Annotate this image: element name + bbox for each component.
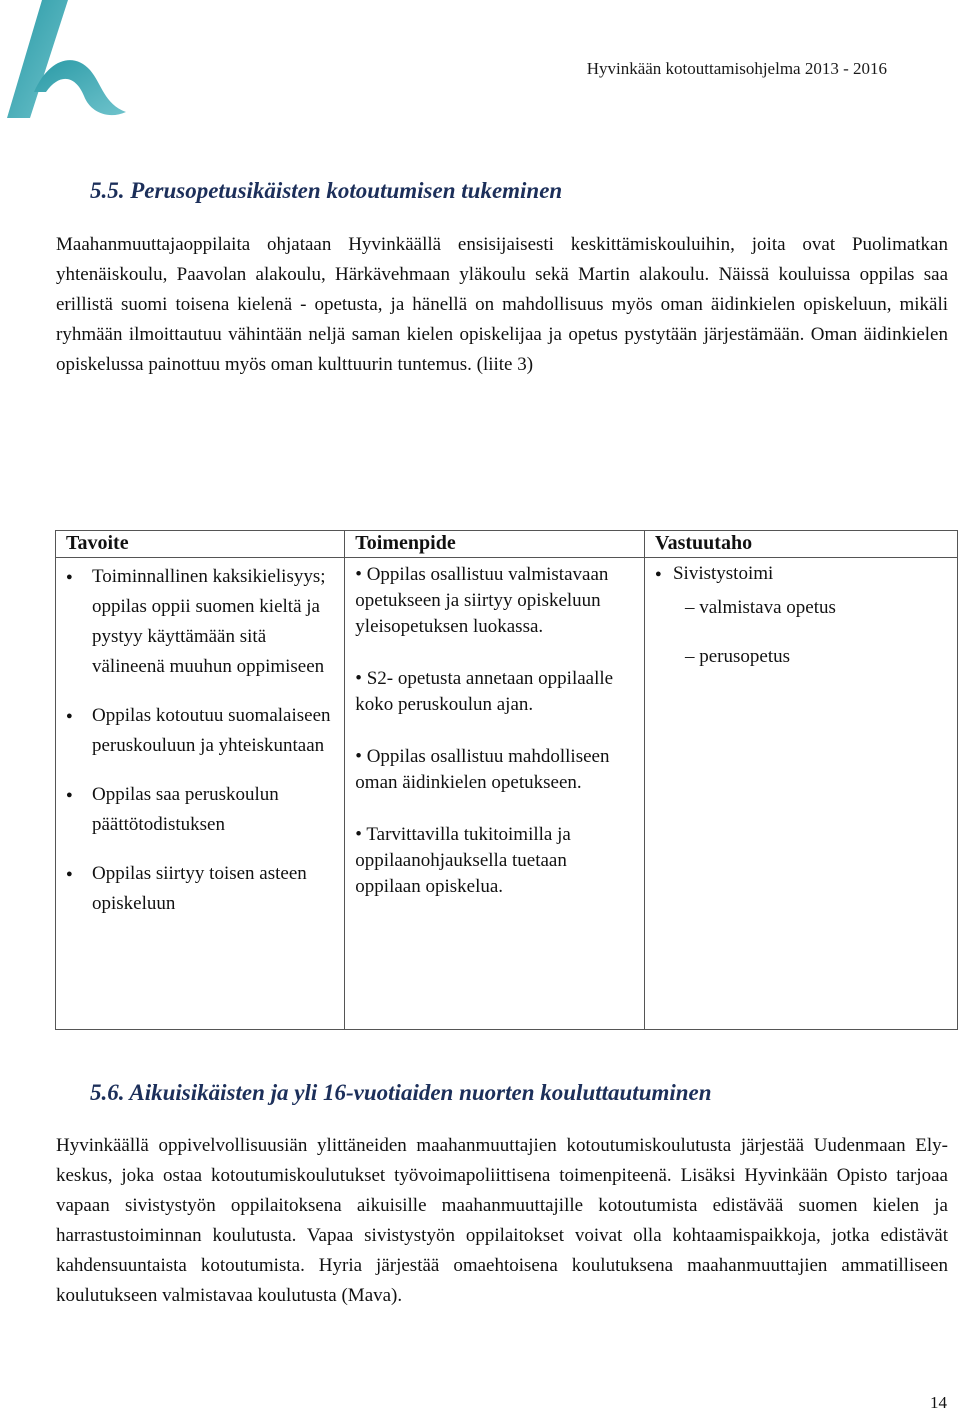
column-header-goal: Tavoite: [56, 531, 345, 558]
list-item: ● Oppilas siirtyy toisen asteen opiskeluun: [92, 859, 336, 919]
actions-list: [355, 562, 636, 900]
section-heading-5-5: 5.5. Perusopetusikäisten kotoutumisen tukeminen: [90, 178, 563, 203]
list-item: ● Oppilas saa peruskoulun päättötodistuksen: [92, 780, 336, 840]
goals-table: [55, 530, 958, 1030]
responsible-cell: [644, 558, 957, 1030]
header-title: Hyvinkään kotouttamisohjelma 2013 - 2016: [586, 59, 887, 78]
section-paragraph-5-5: Maahanmuuttajaoppilaita ohjataan Hyvinkäällä ensisijaisesti keskittämiskouluihin, joita ovat Puolimatkan yhtenäiskoulu, Paavolan alakoulu, Härkävehmaan yläkoulu sekä Martin alakoulu. Näissä kouluissa oppilas saa erillistä suomi toisena kielenä - opetusta, ja hänellä on mahdollisuus myös oman äidinkielen opiskeluun, mikäli ryhmään ilmoittautuu vähintään neljä saman kielen opiskelijaa ja opetus pystytään järjestämään. Oman äidinkielen opiskelussa painottuu myös oman kulttuurin tuntemus. (liite 3): [56, 234, 948, 375]
responsible-sublist: [685, 596, 949, 669]
list-item: – valmistava opetus: [685, 596, 949, 620]
column-header-action: Toimenpide: [345, 531, 645, 558]
list-item: ● Sivistystoimi: [673, 562, 949, 586]
list-item: – perusopetus: [685, 645, 949, 669]
list-item: • Tarvittavilla tukitoimilla ja oppilaanohjauksella tuetaan oppilaan opiskelua.: [355, 822, 636, 900]
list-item: • Oppilas osallistuu valmistavaan opetukseen ja siirtyy opiskeluun yleisopetuksen luokassa.: [355, 562, 636, 640]
h-logo-icon: [4, 0, 129, 125]
actions-cell: [345, 558, 645, 1030]
responsible-list: [655, 562, 949, 586]
list-item: • Oppilas osallistuu mahdolliseen oman äidinkielen opetukseen.: [355, 744, 636, 796]
list-item: • S2- opetusta annetaan oppilaalle koko peruskoulun ajan.: [355, 666, 636, 718]
section-heading-5-6: 5.6. Aikuisikäisten ja yli 16-vuotiaiden nuorten kouluttautuminen: [90, 1080, 712, 1105]
list-item: ● Toiminnallinen kaksikielisyys; oppilas oppii suomen kieltä ja pystyy käyttämään sitä välineenä muuhun oppimiseen: [92, 562, 336, 682]
goals-list: [66, 562, 336, 919]
column-header-responsible: Vastuutaho: [644, 531, 957, 558]
goals-cell: [56, 558, 345, 1030]
section-paragraph-5-6: Hyvinkäällä oppivelvollisuusiän ylittäneiden maahanmuuttajien kotoutumiskoulutusta järjestää Uudenmaan Ely-keskus, joka ostaa kotoutumiskoulutukset työvoimapoliittisena toimenpiteenä. Lisäksi Hyvinkään Opisto tarjoaa vapaan sivistystyön oppilaitoksena aikuisille maahanmuuttajille kotoutumista edistävää suomen kielen ja harrastustoiminnan koulutusta. Vapaa sivistystyön oppilaitokset voivat olla kohtaamispaikkoja, jotka edistävät kahdensuuntaista kotoutumista. Hyria järjestää omaehtoisena koulutuksena maahanmuuttajien ammatilliseen koulutukseen valmistavaa koulutusta (Mava).: [56, 1135, 948, 1306]
table-header-row: [56, 531, 958, 558]
table-row: [56, 558, 958, 1030]
page-number: 14: [930, 1393, 947, 1412]
list-item: ● Oppilas kotoutuu suomalaiseen peruskouluun ja yhteiskuntaan: [92, 701, 336, 761]
